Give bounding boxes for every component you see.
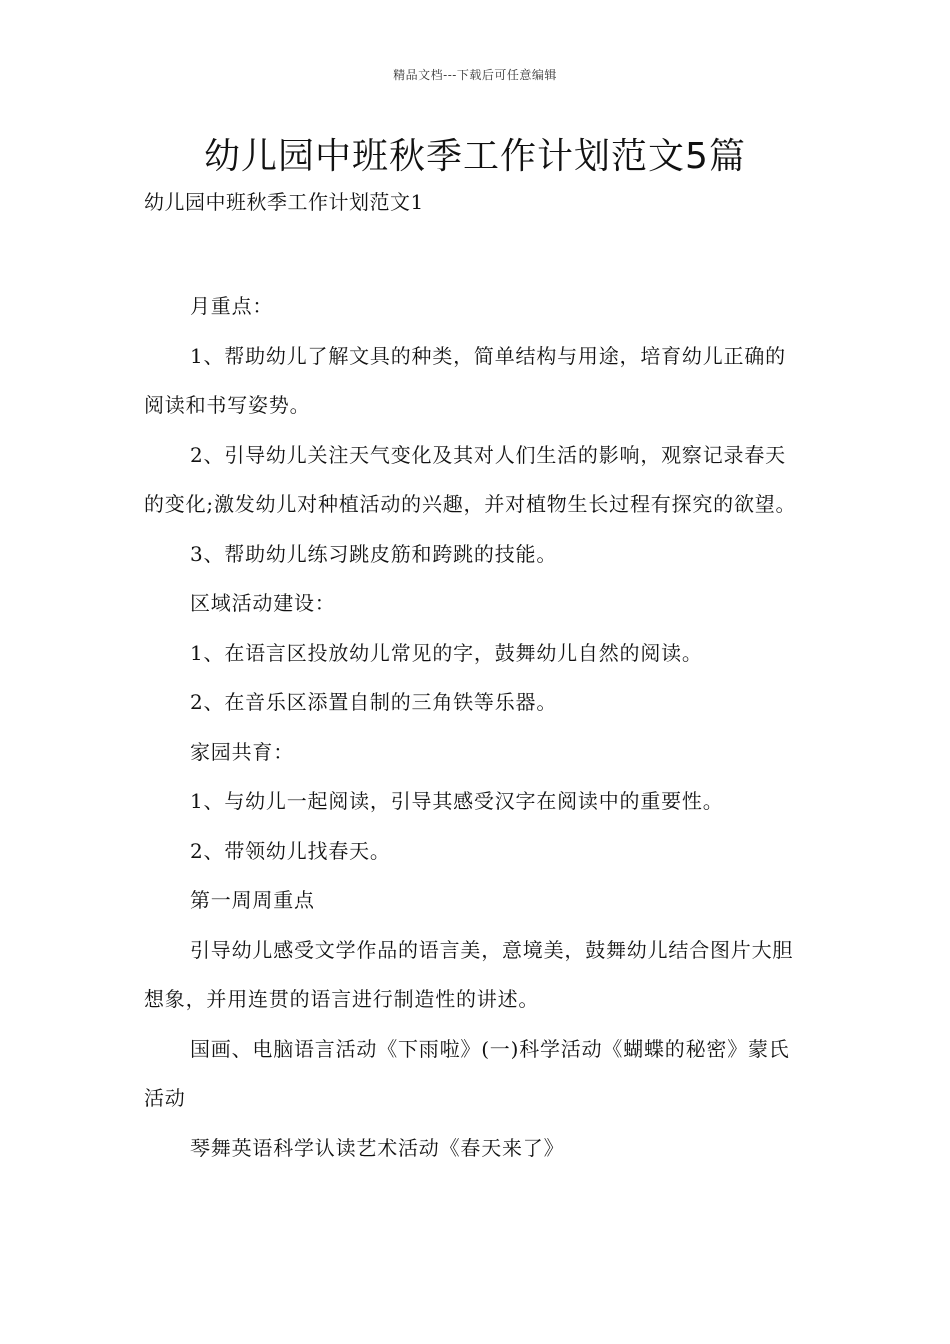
paragraph-area-activity-heading: 区域活动建设： [190,591,336,615]
paragraph-monthly-focus-3: 3、帮助幼儿练习跳皮筋和跨跳的技能。 [190,541,558,566]
paragraph-monthly-focus-1: 1、帮助幼儿了解文具的种类，简单结构与用途，培育幼儿正确的阅读和书写姿势。 [144,343,786,417]
document-title: 幼儿园中班秋季工作计划范文5篇 [204,136,746,177]
paragraph-week-one-focus: 引导幼儿感受文学作品的语言美，意境美，鼓舞幼儿结合图片大胆想象，并用连贯的语言进行制造性的讲述。 [144,937,794,1011]
paragraph-area-activity-2: 2、在音乐区添置自制的三角铁等乐器。 [190,690,558,714]
section-subtitle: 幼儿园中班秋季工作计划范文1 [144,190,424,214]
paragraph-monthly-focus-heading: 月重点： [190,294,274,318]
paragraph-week-one-heading: 第一周周重点 [190,888,315,912]
paragraph-week-one-activities-1: 国画、电脑语言活动《下雨啦》(一)科学活动《蝴蝶的秘密》蒙氏活动 [144,1036,790,1110]
header-note: 精品文档---下载后可任意编辑 [393,68,557,82]
paragraph-area-activity-1: 1、在语言区投放幼儿常见的字，鼓舞幼儿自然的阅读。 [190,640,703,665]
paragraph-home-school-heading: 家园共育： [190,739,294,764]
paragraph-home-school-2: 2、带领幼儿找春天。 [190,838,391,863]
paragraph-week-one-activities-2: 琴舞英语科学认读艺术活动《春天来了》 [190,1135,565,1160]
paragraph-home-school-1: 1、与幼儿一起阅读，引导其感受汉字在阅读中的重要性。 [190,789,724,813]
document-body [144,282,806,1173]
paragraph-monthly-focus-2: 2、引导幼儿关注天气变化及其对人们生活的影响，观察记录春天的变化;激发幼儿对种植活动的兴趣，并对植物生长过程有探究的欲望。 [144,442,797,516]
